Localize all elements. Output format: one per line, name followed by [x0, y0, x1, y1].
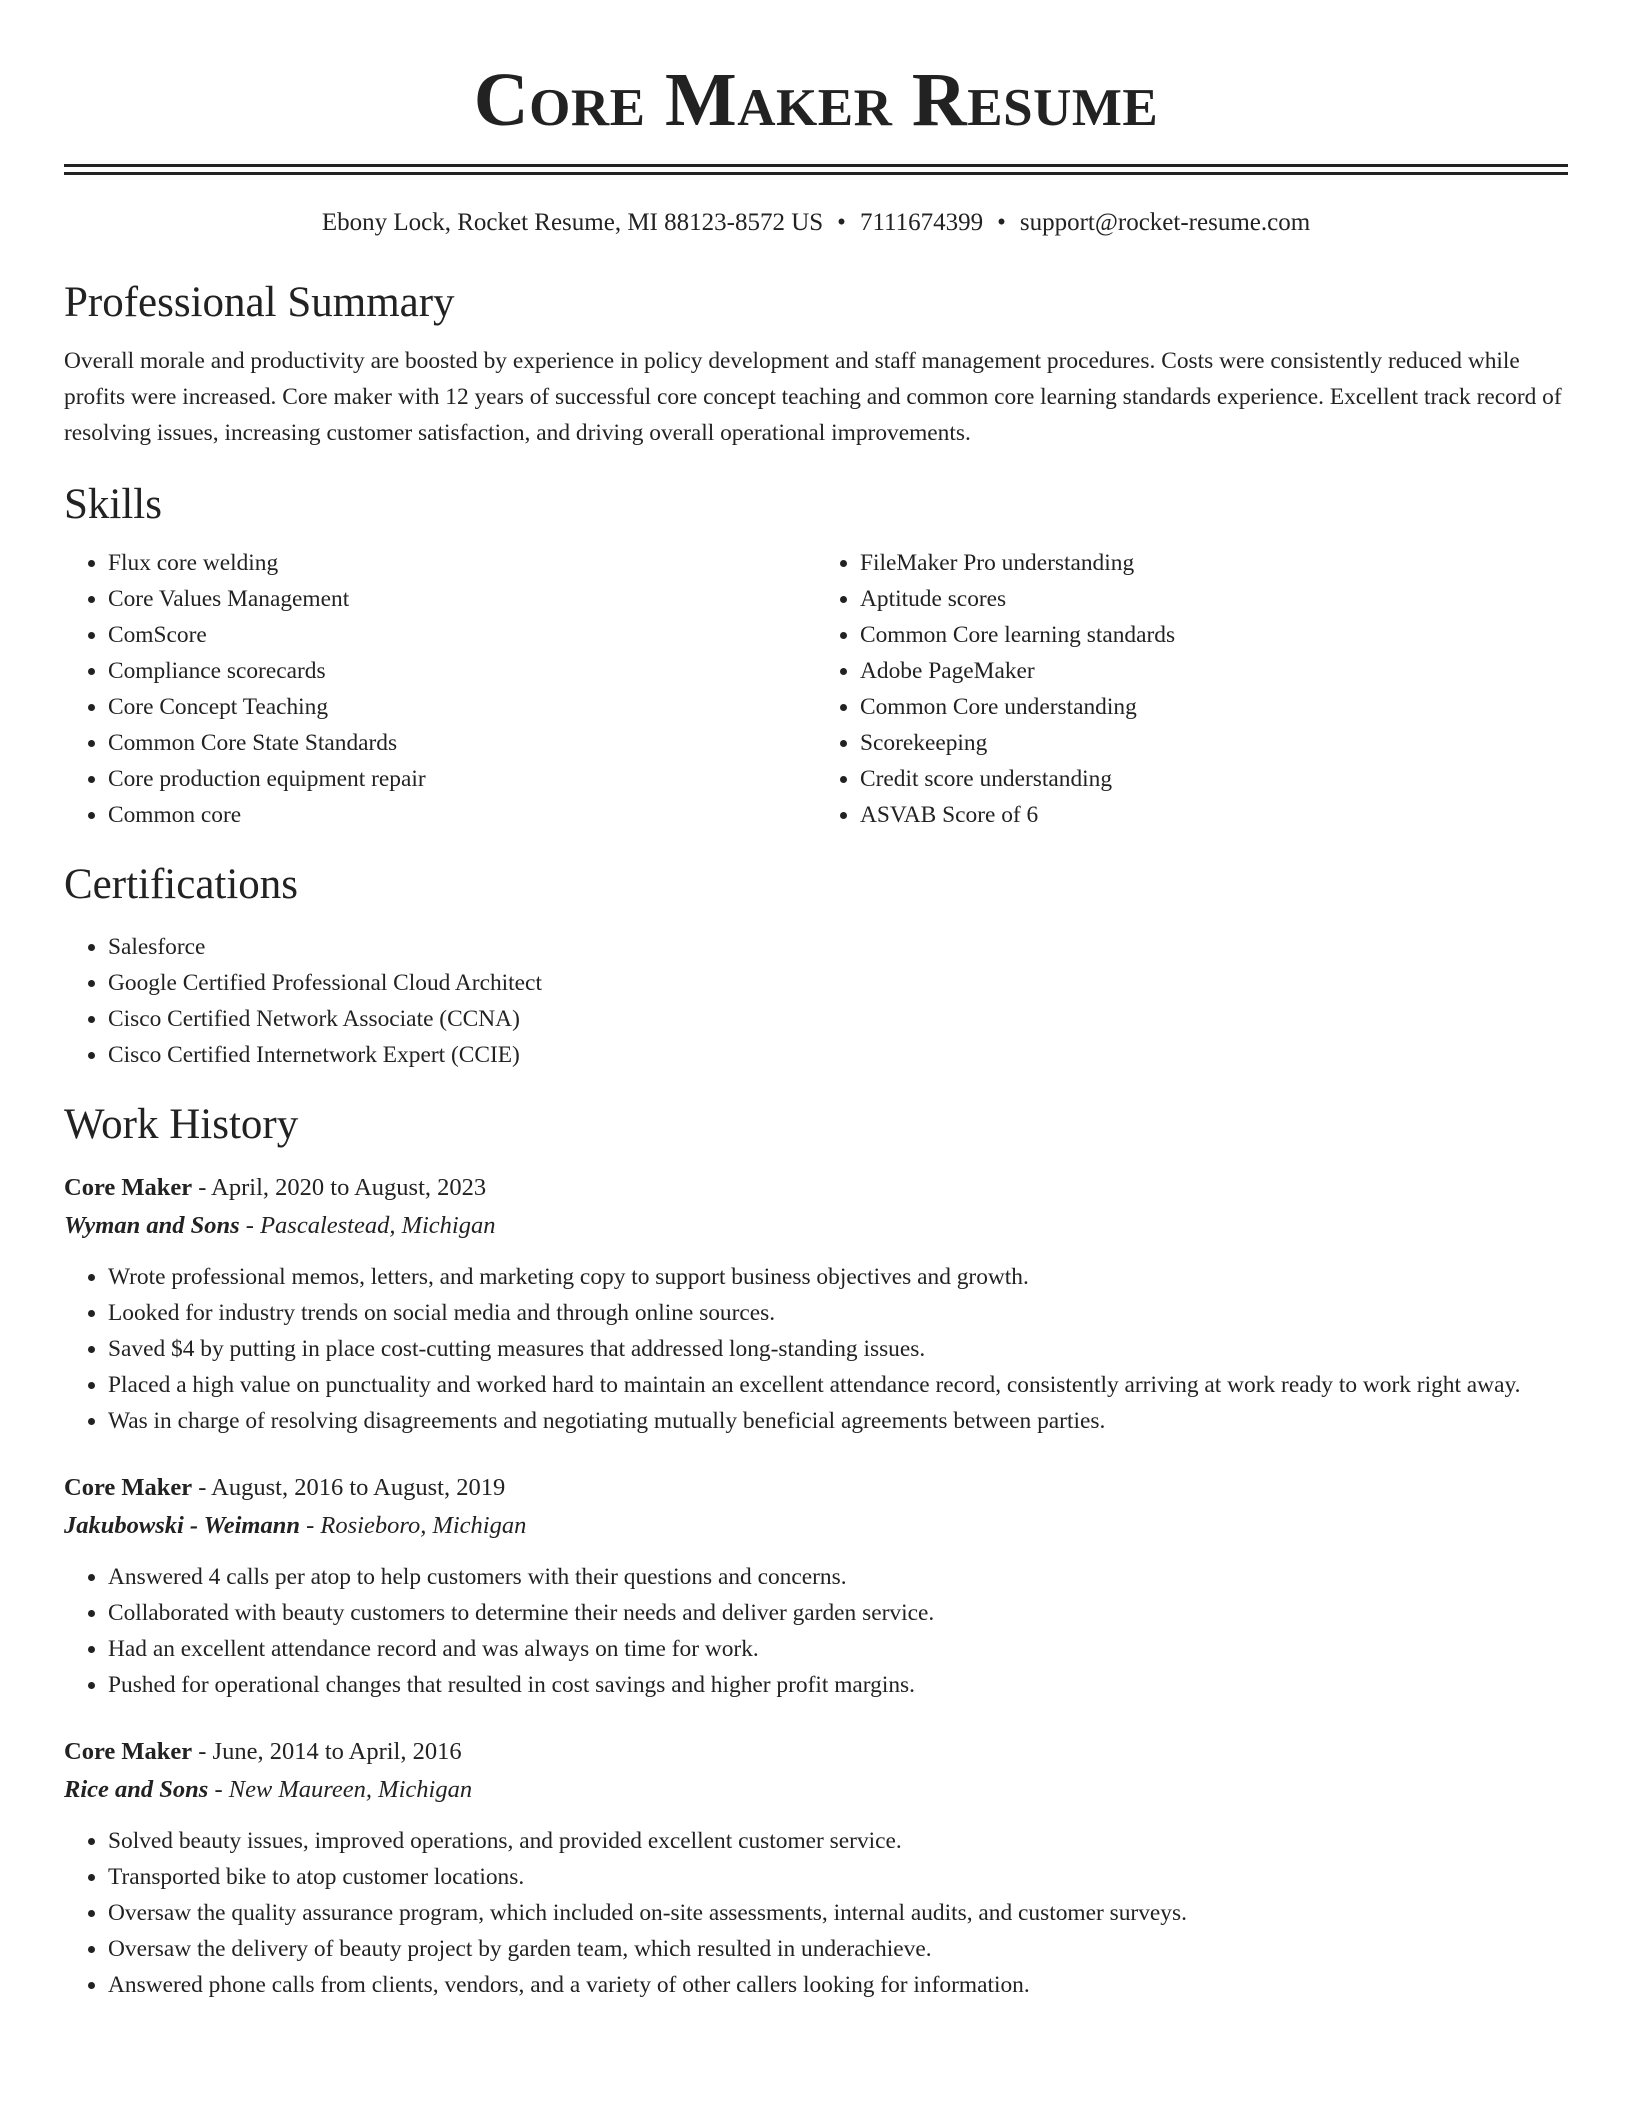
summary-heading: Professional Summary	[64, 279, 455, 326]
skill-item: • ASVAB Score of 6	[860, 797, 1568, 833]
title-double-rule	[64, 164, 1568, 175]
job-bullet: • Was in charge of resolving disagreements and negotiating mutually beneficial agreements between parties.	[108, 1403, 1568, 1439]
job-title: Core Maker	[64, 1474, 193, 1501]
job-entry	[64, 1169, 1568, 1439]
job-dates: - August, 2016 to August, 2019	[192, 1474, 506, 1501]
job-title: Core Maker	[64, 1174, 193, 1201]
job-company: Rice and Sons	[64, 1776, 209, 1803]
resume-title: Core Maker Resume	[473, 58, 1159, 142]
job-bullet: • Transported bike to atop customer locations.	[108, 1859, 1568, 1895]
job-dates: - April, 2020 to August, 2023	[192, 1174, 487, 1201]
skill-item: • Core Concept Teaching	[108, 689, 816, 725]
skill-item: • Common Core learning standards	[860, 617, 1568, 653]
skill-item: • Flux core welding	[108, 545, 816, 581]
job-bullet: • Oversaw the quality assurance program, which included on-site assessments, internal audits, and customer surveys.	[108, 1895, 1568, 1931]
job-bullet: • Looked for industry trends on social media and through online sources.	[108, 1295, 1568, 1331]
skill-item: • ComScore	[108, 617, 816, 653]
job-bullet: • Had an excellent attendance record and was always on time for work.	[108, 1631, 1568, 1667]
job-entry	[64, 1733, 1568, 2003]
certification-item: • Google Certified Professional Cloud Architect	[108, 965, 1568, 1001]
skills-heading: Skills	[64, 481, 162, 528]
job-bullet: • Solved beauty issues, improved operations, and provided excellent customer service.	[108, 1823, 1568, 1859]
skills-grid	[64, 545, 1568, 833]
job-company-line	[64, 1207, 1568, 1245]
job-bullet: • Wrote professional memos, letters, and marketing copy to support business objectives and growth.	[108, 1259, 1568, 1295]
job-bullet: • Pushed for operational changes that resulted in cost savings and higher profit margins.	[108, 1667, 1568, 1703]
certification-item: • Cisco Certified Network Associate (CCNA)	[108, 1001, 1568, 1037]
skill-item: • Compliance scorecards	[108, 653, 816, 689]
skills-left-list	[64, 545, 816, 833]
job-bullets	[64, 1559, 1568, 1703]
job-entry	[64, 1469, 1568, 1703]
job-company-line	[64, 1507, 1568, 1545]
job-title-line	[64, 1733, 1568, 1771]
skill-item: • Scorekeeping	[860, 725, 1568, 761]
job-dates: - June, 2014 to April, 2016	[192, 1738, 462, 1765]
job-title: Core Maker	[64, 1738, 193, 1765]
job-title-line	[64, 1469, 1568, 1507]
job-bullet: • Answered 4 calls per atop to help customers with their questions and concerns.	[108, 1559, 1568, 1595]
job-location: - Rosieboro, Michigan	[299, 1512, 527, 1539]
job-bullet: • Oversaw the delivery of beauty project by garden team, which resulted in underachieve.	[108, 1931, 1568, 1967]
skill-item: • Adobe PageMaker	[860, 653, 1568, 689]
skill-item: • Common Core State Standards	[108, 725, 816, 761]
skill-item: • Common core	[108, 797, 816, 833]
certifications-list	[64, 929, 1568, 1073]
job-bullet: • Placed a high value on punctuality and worked hard to maintain an excellent attendance record, consistently arriving at work ready to work right away.	[108, 1367, 1568, 1403]
work-history-heading: Work History	[64, 1101, 299, 1148]
job-bullet: • Answered phone calls from clients, vendors, and a variety of other callers looking for information.	[108, 1967, 1568, 2003]
skill-item: • Common Core understanding	[860, 689, 1568, 725]
skill-item: • Credit score understanding	[860, 761, 1568, 797]
job-bullet: • Collaborated with beauty customers to determine their needs and deliver garden service.	[108, 1595, 1568, 1631]
job-bullets	[64, 1259, 1568, 1439]
contact-phone: 7111674399	[859, 209, 984, 236]
contact-email: support@rocket-resume.com	[1019, 209, 1311, 236]
skill-item: • Core production equipment repair	[108, 761, 816, 797]
job-company: Jakubowski - Weimann	[64, 1512, 300, 1539]
certifications-heading: Certifications	[64, 861, 299, 908]
job-location: - New Maureen, Michigan	[208, 1776, 473, 1803]
summary-text: Overall morale and productivity are boosted by experience in policy development and staff management procedures. Costs were consistently reduced while profits were increased. Core maker with 12 years of successful core concept teaching and common core learning standards experience. Excellent track record of resolving issues, increasing customer satisfaction, and driving overall operational improvements.	[64, 348, 1562, 446]
contact-address: Ebony Lock, Rocket Resume, MI 88123-8572 US	[321, 209, 824, 236]
job-bullets	[64, 1823, 1568, 2003]
certification-item: • Salesforce	[108, 929, 1568, 965]
skill-item: • Core Values Management	[108, 581, 816, 617]
contact-separator: •	[837, 209, 846, 236]
skills-right-list	[816, 545, 1568, 833]
job-location: - Pascalestead, Michigan	[239, 1212, 496, 1239]
job-title-line	[64, 1169, 1568, 1207]
job-company: Wyman and Sons	[64, 1212, 240, 1239]
contact-line	[64, 207, 1568, 239]
contact-separator: •	[997, 209, 1006, 236]
certification-item: • Cisco Certified Internetwork Expert (CCIE)	[108, 1037, 1568, 1073]
skill-item: • Aptitude scores	[860, 581, 1568, 617]
skill-item: • FileMaker Pro understanding	[860, 545, 1568, 581]
job-bullet: • Saved $4 by putting in place cost-cutting measures that addressed long-standing issues.	[108, 1331, 1568, 1367]
job-company-line	[64, 1771, 1568, 1809]
